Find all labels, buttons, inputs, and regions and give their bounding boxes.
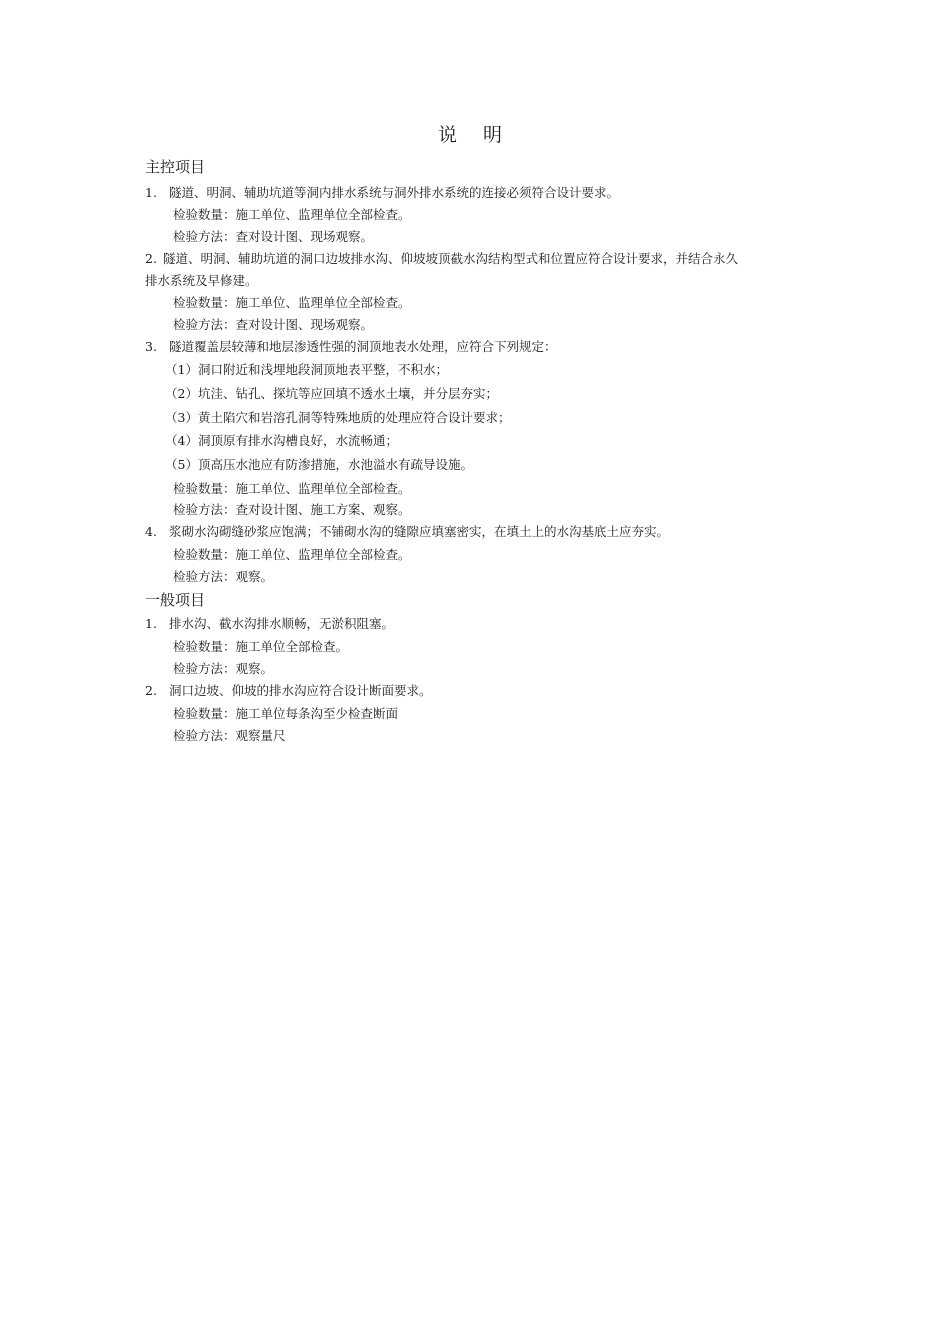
item-text: 隧道覆盖层较薄和地层渗透性强的洞顶地表水处理，应符合下列规定： [168,339,557,354]
main-item-2 [145,250,738,268]
item-number: 2. [145,683,157,698]
sub-number: （1） [165,362,198,377]
sub-number: （2） [165,386,198,401]
main-item-3-sub-4 [165,432,398,450]
general-item-1-method: 检验方法：观察。 [173,661,274,676]
sub-text: 坑洼、钻孔、探坑等应回填不透水土壤，并分层夯实； [197,386,498,401]
main-item-1-method: 检验方法：查对设计图、现场观察。 [173,229,374,244]
item-text: 隧道、明洞、辅助坑道的洞口边坡排水沟、仰坡坡顶截水沟结构型式和位置应符合设计要求，并结合永久 [162,251,738,266]
item-number: 1. [145,185,157,200]
main-item-3 [145,338,556,356]
item-number: 2. [145,251,157,266]
item-number: 3. [145,339,157,354]
item-number: 4. [145,524,157,539]
main-item-2-method: 检验方法：查对设计图、现场观察。 [173,317,374,332]
main-item-3-sub-2 [165,385,498,403]
main-item-1-qty: 检验数量：施工单位、监理单位全部检查。 [173,207,411,222]
main-item-2-qty: 检验数量：施工单位、监理单位全部检查。 [173,295,411,310]
general-item-2-qty: 检验数量：施工单位每条沟至少检查断面 [173,706,399,721]
item-number: 1. [145,616,157,631]
main-item-3-sub-5 [165,456,473,474]
sub-number: （4） [165,433,198,448]
sub-text: 洞顶原有排水沟槽良好，水流畅通； [197,433,398,448]
sub-text: 洞口附近和浅埋地段洞顶地表平整，不积水； [197,362,448,377]
sub-text: 顶高压水池应有防渗措施，水池溢水有疏导设施。 [197,457,473,472]
main-item-4-method: 检验方法：观察。 [173,569,274,584]
general-item-2 [145,682,431,700]
sub-text: 黄土陷穴和岩溶孔洞等特殊地质的处理应符合设计要求； [197,410,511,425]
item-text: 隧道、明洞、辅助坑道等洞内排水系统与洞外排水系统的连接必须符合设计要求。 [168,185,619,200]
page-title: 说 明 [437,124,513,146]
sub-number: （3） [165,410,198,425]
item-text: 排水沟、截水沟排水顺畅，无淤积阻塞。 [168,616,394,631]
item-text: 浆砌水沟砌缝砂浆应饱满；不铺砌水沟的缝隙应填塞密实，在填土上的水沟基底土应夯实。 [168,524,669,539]
section-heading-general: 一般项目 [145,591,206,609]
main-item-4-qty: 检验数量：施工单位、监理单位全部检查。 [173,547,411,562]
main-item-3-sub-3 [165,409,510,427]
general-item-1 [145,615,394,633]
main-item-1 [145,184,619,202]
section-heading-main: 主控项目 [145,158,206,176]
main-item-3-method: 检验方法：查对设计图、施工方案、观察。 [173,502,411,517]
main-item-4 [145,523,669,541]
main-item-3-qty: 检验数量：施工单位、监理单位全部检查。 [173,481,411,496]
sub-number: （5） [165,457,198,472]
general-item-1-qty: 检验数量：施工单位全部检查。 [173,639,349,654]
main-item-2-cont: 排水系统及早修建。 [145,273,258,288]
item-text: 洞口边坡、仰坡的排水沟应符合设计断面要求。 [168,683,432,698]
general-item-2-method: 检验方法：观察量尺 [173,728,286,743]
main-item-3-sub-1 [165,361,448,379]
